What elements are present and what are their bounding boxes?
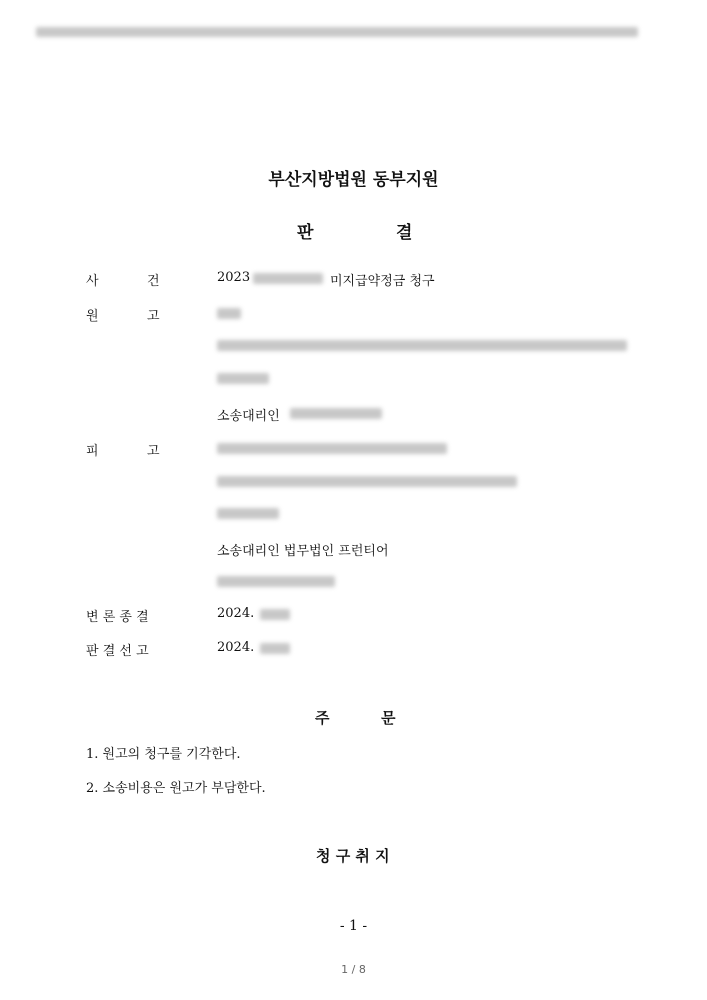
closing-label: 변 론 종 결 xyxy=(86,610,149,625)
page-count: 1 / 8 xyxy=(341,963,366,976)
plaintiff-label-a: 원 xyxy=(86,309,99,324)
redacted-plaintiff-address-1 xyxy=(217,340,627,351)
redacted-judgment-date xyxy=(260,643,290,654)
defendant-label-b: 고 xyxy=(147,444,160,459)
judgment-label: 판 결 선 고 xyxy=(86,644,149,659)
document-title-left: 판 xyxy=(297,223,314,243)
claim-heading: 청 구 취 지 xyxy=(316,847,390,865)
redacted-defendant-address-1 xyxy=(217,476,517,487)
document-title-right: 결 xyxy=(396,223,413,243)
order-heading-left: 주 xyxy=(315,709,330,727)
plaintiff-label-b: 고 xyxy=(147,309,160,324)
redacted-plaintiff-rep xyxy=(290,408,382,419)
order-item-2: 2. 소송비용은 원고가 부담한다. xyxy=(86,781,266,796)
redacted-closing-date xyxy=(260,609,290,620)
plaintiff-rep-label: 소송대리인 xyxy=(217,409,280,424)
defendant-label-a: 피 xyxy=(86,444,99,459)
case-name: 미지급약정금 청구 xyxy=(330,274,435,289)
order-item-1: 1. 원고의 청구를 기각한다. xyxy=(86,747,241,762)
redacted-defendant-name xyxy=(217,443,447,454)
case-year: 2023 xyxy=(217,270,251,285)
page-footer: - 1 - xyxy=(339,918,368,934)
redacted-case-number xyxy=(253,273,323,284)
court-name: 부산지방법원 동부지원 xyxy=(268,170,439,190)
redacted-plaintiff-name xyxy=(217,308,241,319)
redacted-plaintiff-address-2 xyxy=(217,373,269,384)
judgment-year: 2024. xyxy=(217,640,255,655)
case-label-a: 사 xyxy=(86,274,99,289)
defendant-rep: 소송대리인 법무법인 프런티어 xyxy=(217,544,389,559)
redacted-defendant-rep-detail xyxy=(217,576,335,587)
case-label-b: 건 xyxy=(147,274,160,289)
redacted-header-text xyxy=(36,27,638,37)
redacted-defendant-address-2 xyxy=(217,508,279,519)
closing-year: 2024. xyxy=(217,606,255,621)
order-heading-right: 문 xyxy=(381,709,396,727)
